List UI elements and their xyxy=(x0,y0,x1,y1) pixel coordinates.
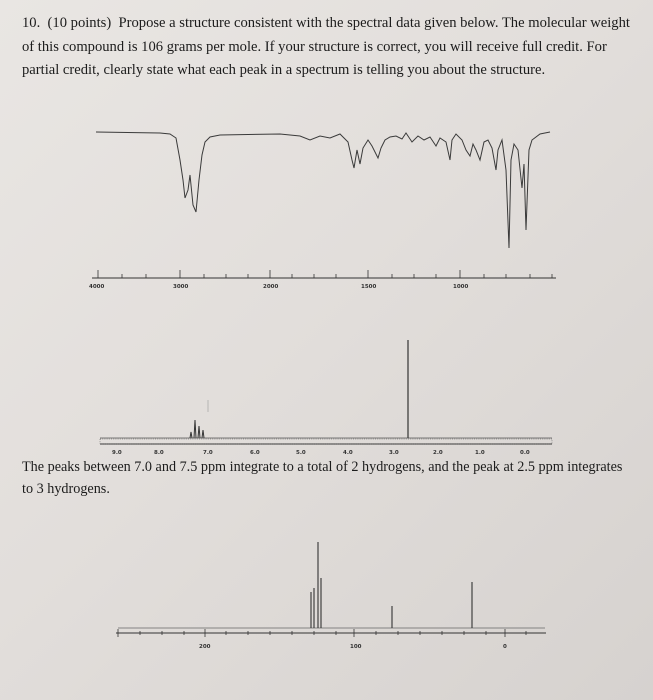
ir-trace xyxy=(96,132,550,248)
h-nmr-tick-label: 5.0 xyxy=(296,450,306,456)
h-nmr-tick-label: 2.0 xyxy=(433,450,443,456)
ir-axis-ticks xyxy=(98,270,552,278)
c-nmr-tick-label: 200 xyxy=(199,644,211,650)
ir-spectrum xyxy=(0,120,653,456)
ir-tick-label: 4000 xyxy=(89,284,105,290)
question-text xyxy=(22,12,634,83)
h-nmr-tick-label: 0.0 xyxy=(520,450,530,456)
h-nmr-tick-label: 8.0 xyxy=(154,450,164,456)
h-nmr-tick-label: 1.0 xyxy=(475,450,485,456)
h-nmr-tick-label: 3.0 xyxy=(389,450,399,456)
h-nmr-axis-ruler xyxy=(100,439,552,444)
h-nmr-tick-label: 9.0 xyxy=(112,450,122,456)
question-number: 10. xyxy=(22,15,41,31)
question-body: Propose a structure consistent with the spectral data given below. The molecular weight of this compound is 106 grams per mole. If your structure is correct, you will receive full credit. For partial credit, clearly state what each peak in a spectrum is telling you about the structure. xyxy=(22,15,630,79)
h-nmr-caption: The peaks between 7.0 and 7.5 ppm integrate to a total of 2 hydrogens, and the peak at 2.5 ppm integrates to 3 hydrogens. xyxy=(22,459,623,497)
h-nmr-spectrum xyxy=(100,340,552,456)
c-nmr-spectrum xyxy=(0,530,653,700)
h-nmr-aromatic-peaks xyxy=(190,420,204,438)
question-points: (10 points) xyxy=(47,15,112,31)
ir-tick-label: 3000 xyxy=(173,284,189,290)
ir-tick-label: 1500 xyxy=(361,284,377,290)
ir-tick-label: 1000 xyxy=(453,284,469,290)
c-nmr-tick-label: 0 xyxy=(503,644,507,650)
h-nmr-tick-label: 7.0 xyxy=(203,450,213,456)
c-nmr-tick-label: 100 xyxy=(350,644,362,650)
h-nmr-tick-label: 6.0 xyxy=(250,450,260,456)
ir-tick-label: 2000 xyxy=(263,284,279,290)
h-nmr-tick-label: 4.0 xyxy=(343,450,353,456)
